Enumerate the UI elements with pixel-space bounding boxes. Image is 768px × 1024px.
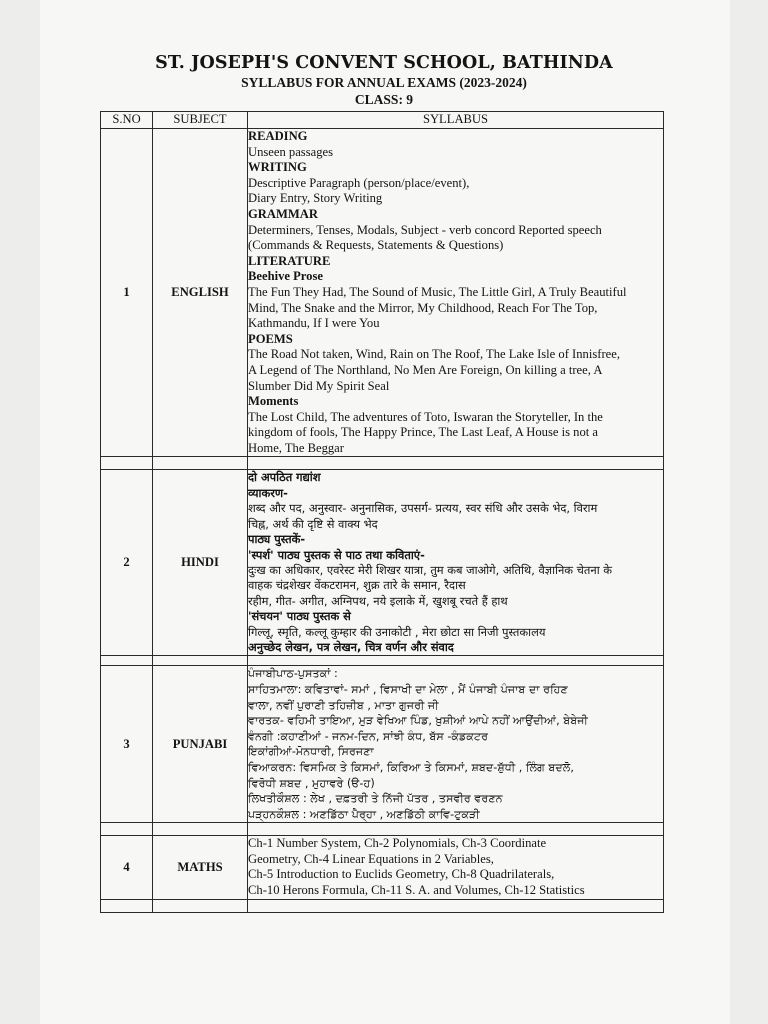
section-heading: WRITING (248, 160, 307, 175)
row-subject: ENGLISH (153, 129, 248, 457)
row-sno: 4 (101, 836, 153, 899)
section-heading: व्याकरण- (248, 485, 288, 500)
syllabus-cell-english (248, 129, 664, 457)
syllabus-line: Ch-1 Number System, Ch-2 Polynomials, Ch-3 Coordinate (248, 836, 547, 851)
table-header-row (101, 112, 664, 129)
section-heading: अनुच्छेद लेखन, पत्र लेखन, चित्र वर्णन और संवाद (248, 639, 454, 654)
syllabus-line: The Fun They Had, The Sound of Music, The Little Girl, A Truly Beautiful (248, 284, 627, 299)
syllabus-cell-maths (248, 836, 664, 899)
section-heading: Moments (248, 394, 299, 409)
syllabus-line: ਵੰਨਗੀ :ਕਹਾਣੀਆਂ - ਜਨਮ-ਦਿਨ, ਸਾਂਝੀ ਕੰਧ, ਬੱਸ -ਕੰਡਕਟਰ (248, 729, 489, 743)
class-label: CLASS: 9 (354, 92, 414, 107)
row-sno: 1 (101, 129, 153, 457)
spacer-row (101, 656, 664, 666)
document-header (0, 52, 768, 108)
section-heading: 'स्पर्श' पाठ्य पुस्तक से पाठ तथा कविताएं- (248, 547, 425, 562)
syllabus-line: Descriptive Paragraph (person/place/event), (248, 175, 470, 190)
row-subject: MATHS (153, 836, 248, 899)
header-subject: SUBJECT (153, 112, 248, 129)
syllabus-line: ਸਾਹਿਤਮਾਲਾ: ਕਵਿਤਾਵਾਂ- ਸਮਾਂ , ਵਿਸਾਖੀ ਦਾ ਮੇਲਾ , ਮੈਂ ਪੰਜਾਬੀ ਪੰਜਾਬ ਦਾ ਰਹਿਣ (248, 682, 568, 696)
syllabus-line: Mind, The Snake and the Mirror, My Childhood, Reach For The Top, (248, 300, 598, 315)
section-heading: Beehive Prose (248, 269, 323, 284)
syllabus-cell-punjabi (248, 666, 664, 823)
table-row-maths (101, 836, 664, 899)
syllabus-line: Diary Entry, Story Writing (248, 191, 383, 206)
syllabus-line: Ch-5 Introduction to Euclids Geometry, Ch-8 Quadrilaterals, (248, 867, 555, 882)
syllabus-line: वाहक चंद्रशेखर वेंकटरामन, शुक्र तारे के समान, रैदास (248, 578, 466, 593)
syllabus-line: शब्द और पद, अनुस्वार- अनुनासिक, उपसर्ग- प्रत्यय, स्वर संधि और उसके भेद, विराम (248, 501, 598, 516)
syllabus-cell-hindi (248, 470, 664, 656)
syllabus-line: The Lost Child, The adventures of Toto, Iswaran the Storyteller, In the (248, 409, 603, 424)
syllabus-line: ਪੜ੍ਹਨਕੌਸ਼ਲ : ਅਣਡਿੱਠਾ ਪੈਰ੍ਹਾ , ਅਣਡਿੱਠੀ ਕਾਵਿ-ਟੁਕੜੀ (248, 807, 480, 821)
syllabus-line: Unseen passages (248, 144, 333, 159)
header-sno: S.NO (101, 112, 153, 129)
table-row-punjabi (101, 666, 664, 823)
row-subject: PUNJABI (153, 666, 248, 823)
syllabus-line: Ch-10 Herons Formula, Ch-11 S. A. and Volumes, Ch-12 Statistics (248, 883, 585, 898)
syllabus-line: Slumber Did My Spirit Seal (248, 378, 390, 393)
syllabus-line: Kathmandu, If I were You (248, 316, 380, 331)
row-subject: HINDI (153, 470, 248, 656)
syllabus-line: ਵਾਲਾ, ਨਵੀਂ ਪੁਰਾਣੀ ਤਹਿਜ਼ੀਬ , ਮਾਤਾ ਗੁਜਰੀ ਜੀ (248, 698, 439, 712)
section-heading: LITERATURE (248, 253, 331, 268)
section-heading: पाठ्य पुस्तकें- (248, 532, 306, 547)
section-heading: POEMS (248, 331, 293, 346)
syllabus-line: ਵਿਰੋਧੀ ਸ਼ਬਦ , ਮੁਹਾਵਰੇ (ੳ-ਹ) (248, 776, 375, 790)
syllabus-line: ਲਿਖਤੀਕੌਸ਼ਲ : ਲੇਖ , ਦਫ਼ਤਰੀ ਤੇ ਨਿੱਜੀ ਪੱਤਰ , ਤਸਵੀਰ ਵਰਣਨ (248, 792, 503, 806)
syllabus-line: रहीम, गीत- अगीत, अग्निपथ, नये इलाके में, खुशबू रचते हैं हाथ (248, 593, 508, 608)
syllabus-line: ਵਿਆਕਰਨ: ਵਿਸਮਿਕ ਤੇ ਕਿਸਮਾਂ, ਕਿਰਿਆ ਤੇ ਕਿਸਮਾਂ, ਸ਼ਬਦ-ਸ਼ੁੱਧੀ , ਲਿੰਗ ਬਦਲੋ, (248, 760, 574, 774)
syllabus-line: ਪੰਜਾਬੀਪਾਠ-ਪੁਸਤਕਾਂ : (248, 667, 338, 681)
table-row-hindi (101, 470, 664, 656)
exam-subtitle: SYLLABUS FOR ANNUAL EXAMS (2023-2024) (241, 75, 527, 90)
syllabus-line: kingdom of fools, The Happy Prince, The Last Leaf, A House is not a (248, 425, 598, 440)
spacer-row (101, 823, 664, 836)
syllabus-line: चिह्न, अर्थ की दृष्टि से वाक्य भेद (248, 516, 378, 531)
syllabus-line: A Legend of The Northland, No Men Are Foreign, On killing a tree, A (248, 362, 603, 377)
header-syllabus: SYLLABUS (248, 112, 664, 129)
syllabus-line: Geometry, Ch-4 Linear Equations in 2 Variables, (248, 851, 494, 866)
syllabus-line: The Road Not taken, Wind, Rain on The Roof, The Lake Isle of Innisfree, (248, 347, 620, 362)
school-title: ST. JOSEPH'S CONVENT SCHOOL, BATHINDA (155, 53, 613, 73)
section-heading: READING (248, 129, 308, 143)
syllabus-line: ਇਕਾਂਗੀਆਂ-ਮੋਨਧਾਰੀ, ਸਿਰਜਣਾ (248, 745, 374, 759)
section-heading: दो अपठित गद्यांश (248, 470, 321, 485)
section-heading: 'संचयन' पाठ्य पुस्तक से (248, 609, 351, 624)
section-heading: GRAMMAR (248, 206, 318, 221)
syllabus-line: ਵਾਰਤਕ- ਵਹਿਮੀ ਤਾਇਆ, ਮੁੜ ਵੇਖਿਆ ਪਿੰਡ, ਖ਼ੁਸ਼ੀਆਂ ਆਪੇ ਨਹੀਂ ਆਉਂਦੀਆਂ, ਬੇਬੇਜੀ (248, 714, 588, 728)
syllabus-line: Determiners, Tenses, Modals, Subject - verb concord Reported speech (248, 222, 602, 237)
syllabus-line: Home, The Beggar (248, 440, 344, 455)
syllabus-line: (Commands & Requests, Statements & Questions) (248, 238, 504, 253)
row-sno: 3 (101, 666, 153, 823)
row-sno: 2 (101, 470, 153, 656)
table-row-english (101, 129, 664, 457)
syllabus-line: दुःख का अधिकार, एवरेस्ट मेरी शिखर यात्रा, तुम कब जाओगे, अतिथि, वैज्ञानिक चेतना के (248, 562, 613, 577)
syllabus-table (100, 111, 664, 913)
spacer-row (101, 457, 664, 470)
syllabus-line: गिल्लू, स्मृति, कल्लू कुम्हार की उनाकोटी , मेरा छोटा सा निजी पुस्तकालय (248, 624, 546, 639)
spacer-row (101, 899, 664, 912)
